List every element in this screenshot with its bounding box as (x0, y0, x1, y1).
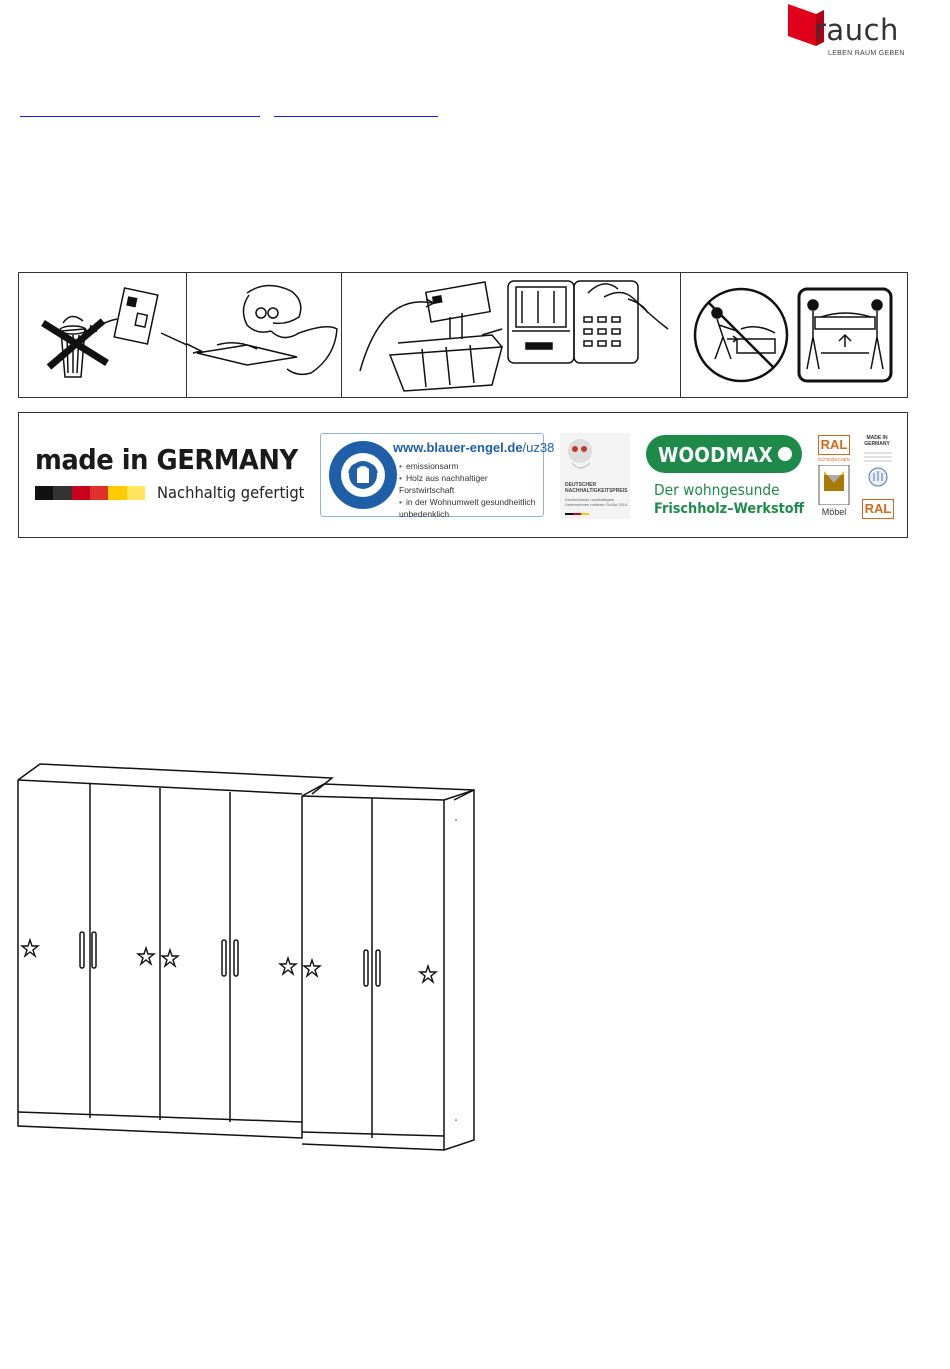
read-instructions-icon (187, 273, 342, 397)
woodmax-tagline-1: Der wohngesunde (654, 481, 780, 499)
sustainable-label: Nachhaltig gefertigt (157, 483, 305, 502)
ral-label: RAL (818, 435, 850, 455)
moebel-label: Möbel (821, 507, 847, 517)
keep-instructions-icon (342, 273, 681, 397)
blue-angel-url-domain: www.blauer-engel.de (393, 440, 523, 455)
prize-subtitle: Deutschlands nachhaltigste Unternehmen mittlerer Größe 2014 (565, 497, 628, 507)
criteria-item: • emissionsarm (399, 460, 539, 472)
woodmax-badge (644, 433, 804, 523)
ral-label-2: RAL (862, 499, 894, 519)
sustainability-prize-badge (560, 433, 630, 519)
mig-seal-icon (860, 449, 896, 493)
german-flag-bar (35, 486, 145, 500)
moebel-m-icon (816, 465, 852, 505)
mig-label: MADE IN GERMANY (864, 435, 890, 447)
ral-moebel-badge (816, 433, 852, 521)
ral-made-in-germany-badge (860, 433, 896, 521)
link-underline-2[interactable] (274, 116, 438, 117)
woodmax-dot-icon (778, 447, 792, 461)
certification-badges (18, 412, 908, 538)
criteria-item: • Holz aus nachhaltiger Forstwirtschaft (399, 472, 539, 496)
woodmax-name: WOODMAX (658, 443, 773, 467)
blue-angel-url-path: /uz38 (522, 440, 555, 455)
wardrobe-drawing (14, 760, 480, 1156)
blue-angel-criteria (399, 460, 539, 520)
woodmax-pill (646, 435, 802, 473)
rauch-logo (786, 2, 910, 62)
criteria-item: • in der Wohnumwelt gesundheitlich unbedenklich (399, 496, 539, 520)
do-not-discard-instructions-icon (19, 273, 187, 397)
move-furniture-icon (681, 273, 909, 397)
woodmax-tagline-2: Frischholz–Werkstoff (654, 501, 805, 517)
blue-angel-url[interactable] (393, 440, 554, 455)
link-underline-1[interactable] (20, 116, 260, 117)
blue-angel-seal-icon (327, 439, 399, 511)
prize-title: DEUTSCHER NACHHALTIGKEITSPREIS (565, 482, 628, 494)
blue-angel-badge (320, 433, 555, 519)
instruction-pictograms (18, 272, 908, 398)
logo-wordmark: rauch (814, 13, 899, 47)
prize-flag-bar (565, 513, 589, 515)
ral-guetezeichen: GÜTEZEICHEN (817, 457, 851, 462)
prize-trophy-icon (560, 433, 630, 479)
made-in-germany-label: made in GERMANY (35, 443, 298, 476)
logo-tagline: LEBEN RAUM GEBEN (828, 50, 905, 57)
